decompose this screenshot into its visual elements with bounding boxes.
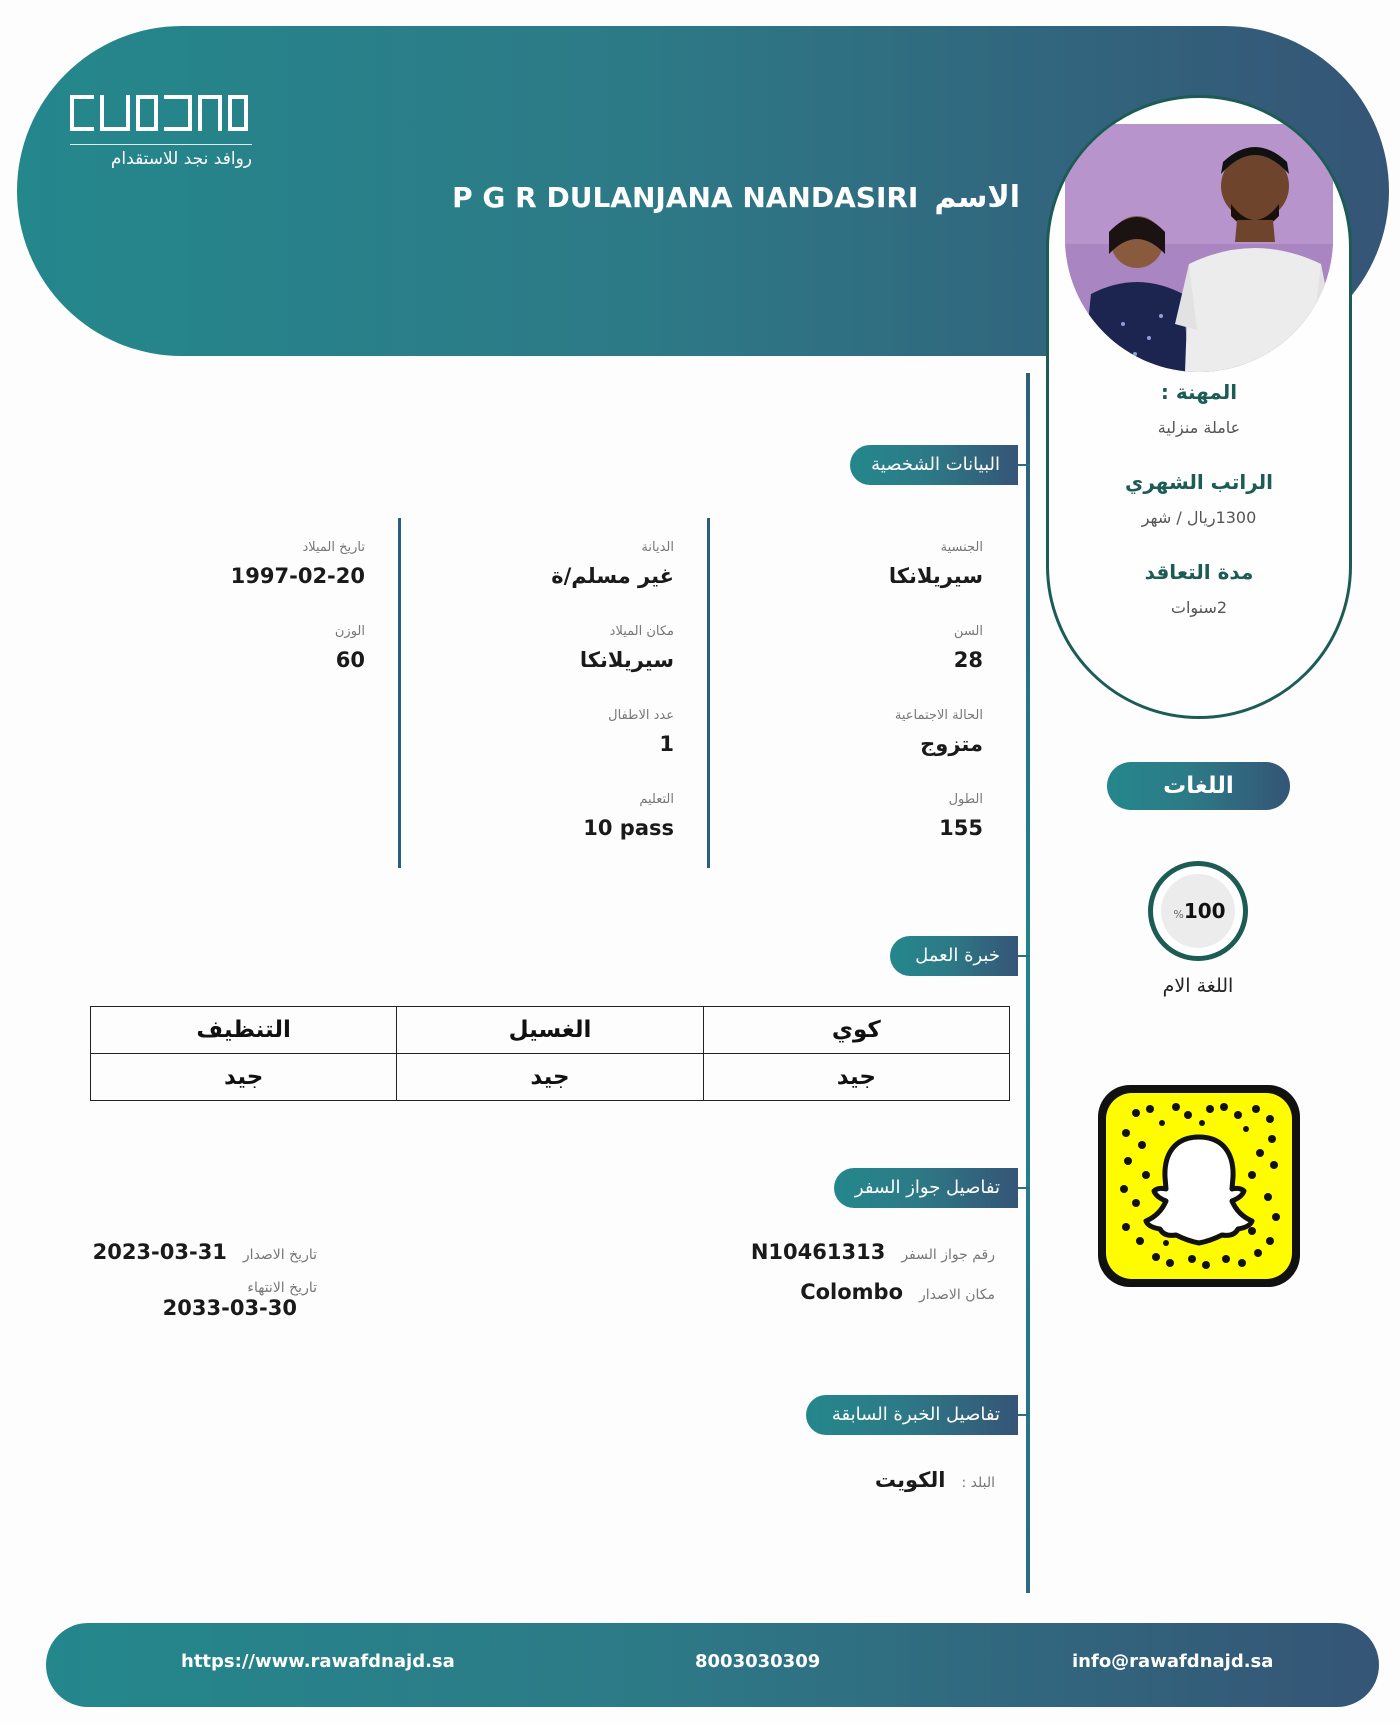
issue-date-value: 2023-03-31: [92, 1240, 227, 1264]
previous-country-field: [875, 1468, 995, 1492]
age-value: 28: [953, 648, 983, 672]
weight-label: الوزن: [334, 624, 365, 639]
timeline-line: [1026, 373, 1030, 1593]
snapchat-code[interactable]: [1098, 1085, 1300, 1287]
email-link[interactable]: info@rawafdnajd.sa: [1072, 1651, 1274, 1672]
education-field: [583, 792, 674, 840]
language-percent: 100: [1183, 899, 1226, 923]
country-label: البلد :: [961, 1475, 995, 1491]
candidate-photo: [1065, 124, 1333, 372]
expiry-date-label: تاريخ الانتهاء: [247, 1280, 317, 1296]
marital-value: متزوج: [920, 732, 983, 756]
languages-title: اللغات: [1107, 762, 1290, 810]
website-link[interactable]: https://www.rawafdnajd.sa: [181, 1651, 455, 1672]
age-label: السن: [953, 624, 983, 639]
birthplace-value: سيريلانكا: [579, 648, 674, 672]
skill-rating: جيد: [91, 1054, 397, 1101]
issue-place-value: Colombo: [800, 1280, 903, 1304]
mother-tongue-label: اللغة الام: [1162, 975, 1234, 997]
expiry-date-value: 2033-03-30: [162, 1296, 297, 1320]
profession-value: عاملة منزلية: [1157, 418, 1241, 437]
footer-bar: [46, 1623, 1379, 1707]
marital-field: [895, 708, 983, 756]
company-logo: [70, 95, 255, 175]
skills-table: [90, 1006, 1010, 1101]
children-label: عدد الاطفال: [608, 708, 674, 723]
snapchat-ghost-icon: [1106, 1093, 1292, 1279]
country-value: الكويت: [874, 1468, 946, 1492]
skill-header: كوي: [703, 1007, 1009, 1054]
column-divider: [707, 518, 710, 868]
marital-label: الحالة الاجتماعية: [894, 708, 983, 723]
nationality-label: الجنسية: [940, 540, 983, 555]
children-value: 1: [659, 732, 674, 756]
birthplace-label: مكان الميلاد: [609, 624, 674, 639]
salary-label: الراتب الشهري: [1125, 470, 1273, 494]
work-experience-title: خبرة العمل: [890, 936, 1018, 976]
expiry-date-field: [163, 1280, 317, 1320]
column-divider: [398, 518, 401, 868]
education-label: التعليم: [639, 792, 674, 807]
dob-value: 1997-02-20: [230, 564, 365, 588]
skill-rating: جيد: [703, 1054, 1009, 1101]
table-row: [91, 1054, 1010, 1101]
issue-place-label: مكان الاصدار: [919, 1287, 995, 1303]
dob-label: تاريخ الميلاد: [302, 540, 365, 555]
phone-number[interactable]: 8003030309: [695, 1651, 821, 1672]
passport-number-value: N10461313: [750, 1240, 886, 1264]
previous-experience-title: تفاصيل الخبرة السابقة: [806, 1395, 1018, 1435]
height-label: الطول: [948, 792, 983, 807]
table-row: [91, 1007, 1010, 1054]
language-progress-ring: [1148, 861, 1248, 961]
skill-rating: جيد: [397, 1054, 703, 1101]
salary-value: 1300ريال / شهر: [1141, 508, 1257, 527]
religion-field: [551, 540, 674, 588]
logo-mark-icon: [70, 95, 250, 137]
education-value: 10 pass: [583, 816, 674, 840]
children-field: [608, 708, 674, 756]
nationality-field: [889, 540, 983, 588]
height-value: 155: [939, 816, 983, 840]
issue-date-field: [93, 1240, 317, 1264]
profile-card: [1046, 95, 1352, 719]
contract-value: 2سنوات: [1170, 598, 1228, 617]
weight-value: 60: [335, 648, 365, 672]
issue-date-label: تاريخ الاصدار: [242, 1247, 317, 1263]
height-field: [939, 792, 983, 840]
personal-data-title: البيانات الشخصية: [850, 445, 1018, 485]
passport-number-label: رقم جواز السفر: [901, 1247, 995, 1263]
passport-number-field: [751, 1240, 995, 1264]
dob-field: [231, 540, 365, 588]
religion-label: الديانة: [641, 540, 674, 555]
percent-sign: %: [1173, 908, 1184, 921]
issue-place-field: [800, 1280, 995, 1304]
name-label: الاسم: [934, 180, 1020, 215]
skill-header: الغسيل: [397, 1007, 703, 1054]
contract-label: مدة التعاقد: [1144, 560, 1254, 584]
profession-label: المهنة :: [1160, 380, 1238, 404]
logo-tagline: روافد نجد للاستقدام: [110, 149, 252, 169]
age-field: [954, 624, 983, 672]
skill-header: التنظيف: [91, 1007, 397, 1054]
candidate-name: P G R DULANJANA NANDASIRI: [452, 181, 919, 214]
nationality-value: سيريلانكا: [888, 564, 983, 588]
religion-value: غير مسلم/ة: [551, 564, 674, 588]
birthplace-field: [580, 624, 674, 672]
passport-details-title: تفاصيل جواز السفر: [834, 1168, 1018, 1208]
candidate-name-row: [452, 180, 1020, 215]
weight-field: [335, 624, 365, 672]
